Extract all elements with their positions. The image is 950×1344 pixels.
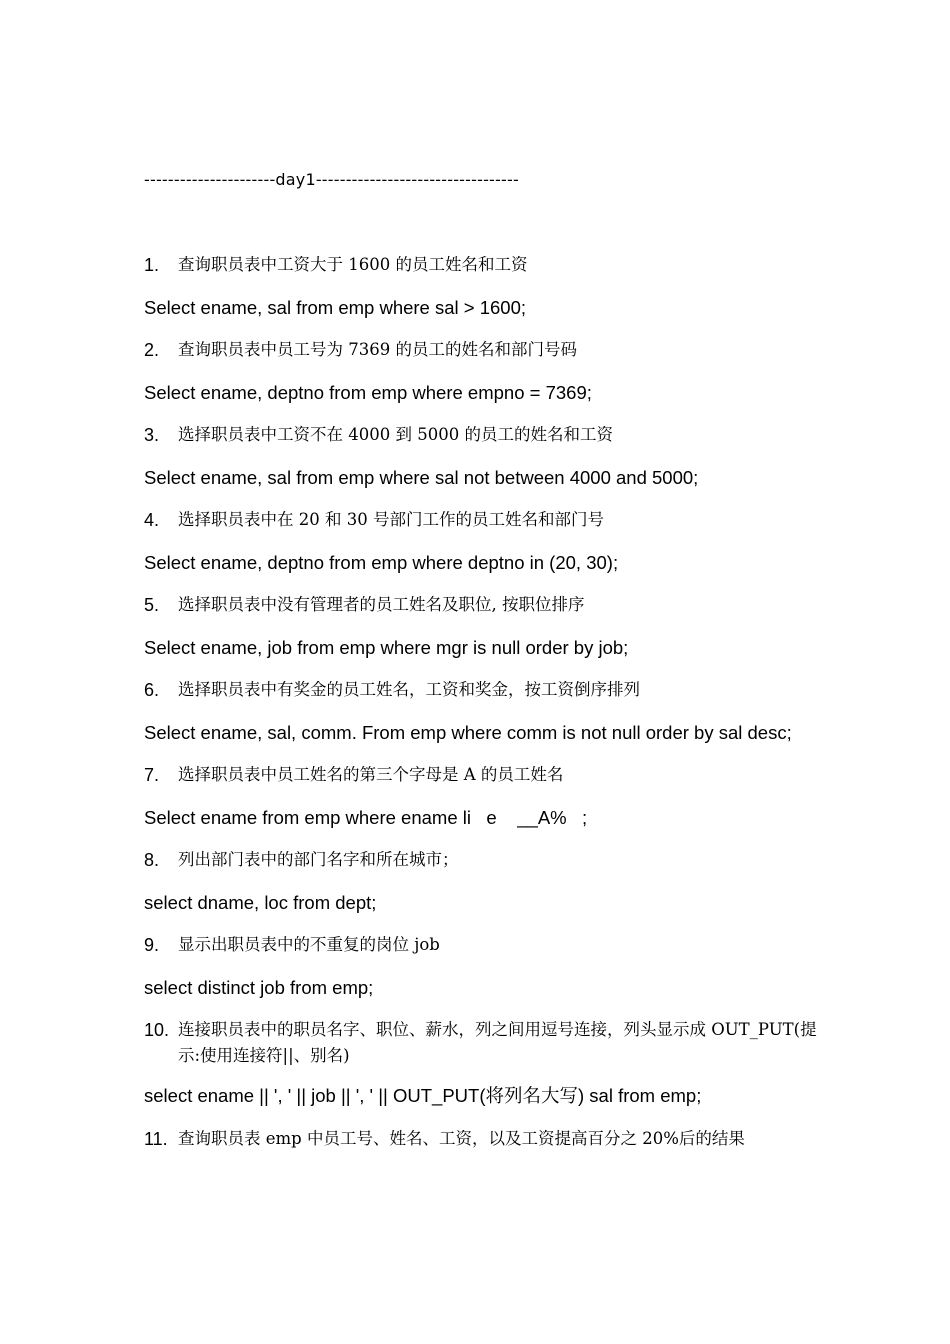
question-4 <box>144 507 824 533</box>
question-text: 列出部门表中的部门名字和所在城市； <box>178 850 459 869</box>
sql-answer-7: Select ename from emp where ename li e __A% ; <box>144 806 588 828</box>
sql-answer-6: Select ename, sal, comm. From emp where comm is not null order by sal desc; <box>144 721 792 743</box>
question-1 <box>144 252 824 278</box>
question-text: 查询职员表 emp 中员工号、姓名、工资，以及工资提高百分之 20%后的结果 <box>178 1128 745 1148</box>
question-text: 选择职员表中在 20 和 30 号部门工作的员工姓名和部门号 <box>178 510 604 529</box>
question-11 <box>144 1126 824 1152</box>
question-text: 选择职员表中没有管理者的员工姓名及职位, 按职位排序 <box>178 595 585 614</box>
sql-answer-10: select ename || ', ' || job || ', ' || OUT_PUT(将列名大写) sal from emp; <box>144 1085 702 1106</box>
question-5 <box>144 592 824 618</box>
question-2 <box>144 337 824 363</box>
sql-answer-9: select distinct job from emp; <box>144 976 374 998</box>
question-number: 7. <box>144 765 160 785</box>
question-7 <box>144 762 824 788</box>
question-number: 8. <box>144 850 160 870</box>
question-text: 查询职员表中员工号为 7369 的员工的姓名和部门号码 <box>178 340 577 359</box>
question-number: 11. <box>144 1128 168 1149</box>
question-number: 1. <box>144 255 160 275</box>
question-text: 选择职员表中有奖金的员工姓名，工资和奖金，按工资倒序排列 <box>178 680 640 699</box>
question-3 <box>144 422 824 448</box>
sql-answer-3: Select ename, sal from emp where sal not between 4000 and 5000; <box>144 466 699 488</box>
exercise-list <box>144 252 824 1166</box>
sql-answer-2: Select ename, deptno from emp where empno = 7369; <box>144 381 592 403</box>
section-header: ----------------------day1---------------------------------- <box>144 170 519 189</box>
question-text: 连接职员表中的职员名字、职位、薪水，列之间用逗号连接，列头显示成 OUT_PUT(提示:使用连接符||、别名) <box>178 1020 817 1065</box>
sql-answer-4: Select ename, deptno from emp where deptno in (20, 30); <box>144 551 619 573</box>
question-6 <box>144 677 824 703</box>
question-number: 10. <box>144 1020 170 1040</box>
question-8 <box>144 847 824 873</box>
question-number: 9. <box>144 935 160 955</box>
sql-answer-1: Select ename, sal from emp where sal > 1600; <box>144 296 527 318</box>
question-text: 选择职员表中员工姓名的第三个字母是 A 的员工姓名 <box>178 765 564 784</box>
sql-answer-5: Select ename, job from emp where mgr is null order by job; <box>144 636 629 658</box>
question-number: 2. <box>144 340 160 360</box>
question-text: 查询职员表中工资大于 1600 的员工姓名和工资 <box>178 255 528 274</box>
question-number: 6. <box>144 680 160 700</box>
sql-answer-8: select dname, loc from dept; <box>144 891 377 913</box>
question-number: 3. <box>144 425 160 445</box>
question-9 <box>144 932 824 958</box>
question-text: 选择职员表中工资不在 4000 到 5000 的员工的姓名和工资 <box>178 425 613 444</box>
question-number: 4. <box>144 510 160 530</box>
question-text: 显示出职员表中的不重复的岗位 job <box>178 935 440 954</box>
question-10 <box>144 1017 824 1069</box>
question-number: 5. <box>144 595 160 615</box>
